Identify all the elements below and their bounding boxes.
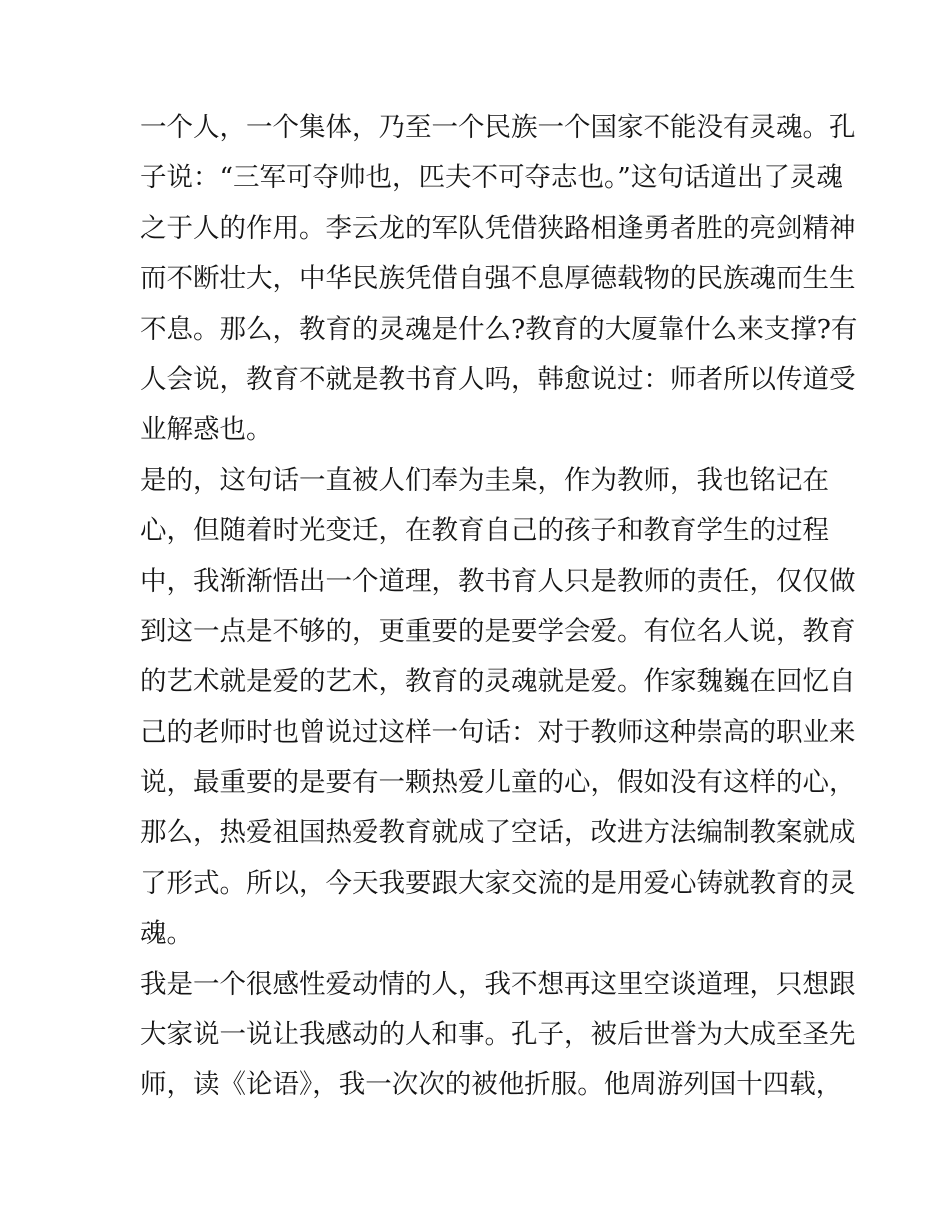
text-line: 子说：“三军可夺帅也，匹夫不可夺志也。”这句话道出了灵魂 <box>140 162 843 194</box>
text-line: 己的老师时也曾说过这样一句话：对于教师这种崇高的职业来 <box>140 716 856 748</box>
text-line: 之于人的作用。李云龙的军队凭借狭路相逢勇者胜的亮剑精神 <box>140 212 856 244</box>
text-line: 到这一点是不够的，更重要的是要学会爱。有位名人说，教育 <box>140 615 856 647</box>
text-line: 中，我渐渐悟出一个道理，教书育人只是教师的责任，仅仅做 <box>140 565 856 597</box>
document-page <box>140 103 858 1111</box>
text-line: 魂。 <box>140 918 193 950</box>
text-line: 而不断壮大，中华民族凭借自强不息厚德载物的民族魂而生生 <box>140 263 856 295</box>
text-line: 是的，这句话一直被人们奉为圭臬，作为教师，我也铭记在 <box>140 464 829 496</box>
text-line: 不息。那么，教育的灵魂是什么?教育的大厦靠什么来支撑?有 <box>140 313 858 345</box>
text-line: 了形式。所以，今天我要跟大家交流的是用爱心铸就教育的灵 <box>140 867 856 899</box>
text-line: 我是一个很感性爱动情的人，我不想再这里空谈道理，只想跟 <box>140 968 856 1000</box>
text-line: 一个人，一个集体，乃至一个民族一个国家不能没有灵魂。孔 <box>140 112 856 143</box>
text-line: 师，读《论语》，我一次次的被他折服。他周游列国十四载， <box>140 1069 843 1101</box>
text-line: 人会说，教育不就是教书育人吗，韩愈说过：师者所以传道受 <box>140 363 856 395</box>
text-line: 心，但随着时光变迁，在教育自己的孩子和教育学生的过程 <box>140 515 829 547</box>
text-line: 那么，热爱祖国热爱教育就成了空话，改进方法编制教案就成 <box>140 817 856 849</box>
text-line: 的艺术就是爱的艺术，教育的灵魂就是爱。作家魏巍在回忆自 <box>140 666 856 698</box>
text-line: 业解惑也。 <box>140 414 273 446</box>
text-line: 大家说一说让我感动的人和事。孔子，被后世誉为大成至圣先 <box>140 1019 856 1051</box>
text-line: 说，最重要的是要有一颗热爱儿童的心，假如没有这样的心， <box>140 767 856 799</box>
